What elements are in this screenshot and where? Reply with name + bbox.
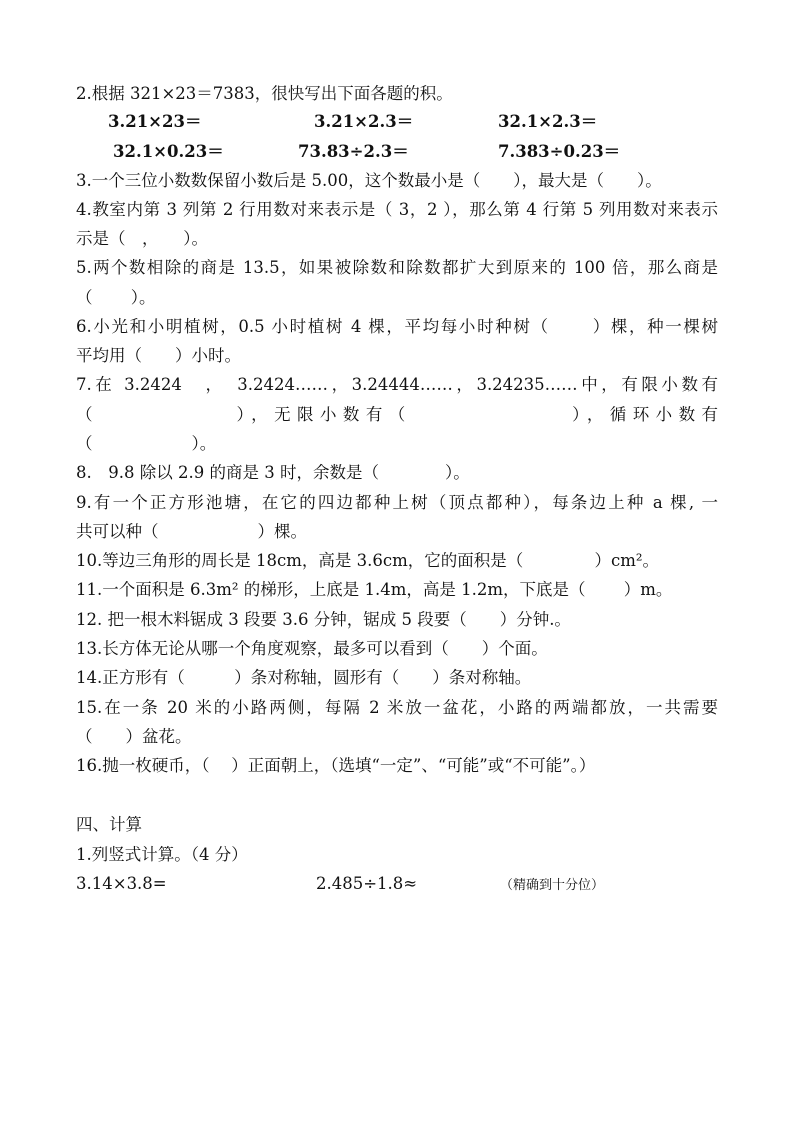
q5-line-2: （ ）。 bbox=[76, 288, 156, 307]
q2-expr-1: 3.21×23＝ bbox=[108, 112, 202, 131]
q2-expr-3: 32.1×2.3＝ bbox=[498, 112, 598, 131]
q10-text: 10.等边三角形的周长是 18cm，高是 3.6cm，它的面积是（ ）cm²。 bbox=[76, 551, 659, 570]
q8-text: 8. 9.8 除以 2.9 的商是 3 时，余数是（ ）。 bbox=[76, 463, 470, 482]
q6-line-1: 6.小光和小明植树，0.5 小时植树 4 棵，平均每小时种树（ ）棵，种一棵树 bbox=[76, 317, 718, 336]
q11-text: 11.一个面积是 6.3m² 的梯形，上底是 1.4m，高是 1.2m，下底是（ ）m。 bbox=[76, 580, 673, 599]
section-heading: 四、计算 bbox=[76, 815, 142, 834]
q4-line-2: 示是（ ， ）。 bbox=[76, 229, 208, 248]
q13-text: 13.长方体无论从哪一个角度观察，最多可以看到（ ）个面。 bbox=[76, 639, 548, 658]
q7-line-3: （ ）。 bbox=[76, 434, 217, 453]
q6-line-2: 平均用（ ）小时。 bbox=[76, 346, 241, 365]
section-sub-1: 1.列竖式计算。（4 分） bbox=[76, 845, 248, 864]
q2-expr-6: 7.383÷0.23＝ bbox=[498, 142, 621, 161]
q2-expr-4: 32.1×0.23＝ bbox=[113, 142, 224, 161]
q12-text: 12. 把一根木料锯成 3 段要 3.6 分钟，锯成 5 段要（ ）分钟.。 bbox=[76, 610, 571, 629]
calc-note: （精确到十分位） bbox=[500, 878, 605, 893]
q7-line-2: （ ），无限小数有（ ），循环小数有 bbox=[76, 405, 718, 424]
q5-line-1: 5.两个数相除的商是 13.5，如果被除数和除数都扩大到原来的 100 倍，那么商是 bbox=[76, 258, 718, 277]
q2-expr-2: 3.21×2.3＝ bbox=[314, 112, 414, 131]
q15-line-1: 15.在一条 20 米的小路两侧，每隔 2 米放一盆花，小路的两端都放，一共需要 bbox=[76, 698, 718, 717]
q2-title: 2.根据 321×23＝7383，很快写出下面各题的积。 bbox=[76, 84, 453, 103]
q16-text: 16.抛一枚硬币，（ ）正面朝上，（选填“一定”、“可能”或“不可能”。） bbox=[76, 756, 596, 775]
q14-text: 14.正方形有（ ）条对称轴，圆形有（ ）条对称轴。 bbox=[76, 668, 532, 687]
calc-expr-1: 3.14×3.8= bbox=[76, 874, 167, 893]
q7-line-1: 7.在 3.2424 ， 3.2424……，3.24444……，3.24235……中，有限小数有 bbox=[76, 375, 718, 394]
q2-expr-5: 73.83÷2.3＝ bbox=[298, 142, 409, 161]
q4-line-1: 4.教室内第 3 列第 2 行用数对来表示是（ 3，2 ），那么第 4 行第 5 列用数对来表示 bbox=[76, 200, 718, 219]
q9-line-2: 共可以种（ ）棵。 bbox=[76, 522, 307, 541]
q9-line-1: 9.有一个正方形池塘，在它的四边都种上树（顶点都种），每条边上种 a 棵, 一 bbox=[76, 493, 718, 512]
q3-text: 3.一个三位小数数保留小数后是 5.00，这个数最小是（ ），最大是（ ）。 bbox=[76, 171, 662, 190]
q15-line-2: （ ）盆花。 bbox=[76, 727, 192, 746]
calc-expr-2: 2.485÷1.8≈ bbox=[316, 874, 418, 893]
